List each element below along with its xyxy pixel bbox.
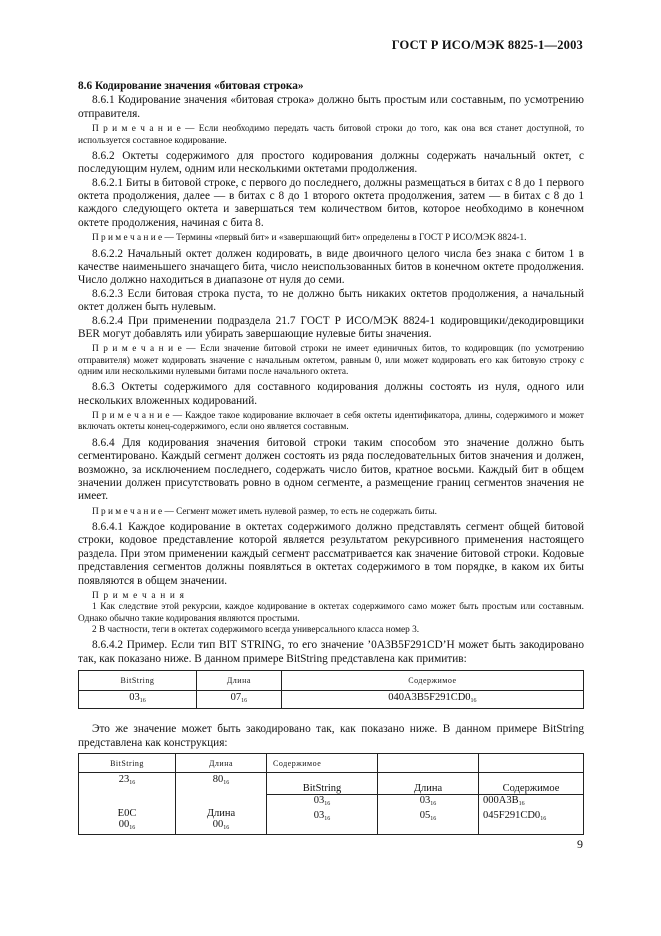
cell-content: $040A3B5F291CD0_{16}$ — [281, 691, 583, 709]
note-label: П р и м е ч а н и е — [92, 506, 163, 517]
section-title: 8.6 Кодирование значения «битовая строка» — [78, 80, 304, 92]
para-8-6-2-1: 8.6.2.1 Биты в битовой строке, с первого до последнего, должны размещаться в битах с 8 до 1 первого октета продолжения, далее — в битах с 8 до 1 второго октета продолжения, затем — в битах с 8 до 1 каждого следующего октета и завершаться тем количеством битов, которое необходимо в конечном октете продолжения, начиная с бита 8. — [78, 176, 584, 229]
constructed-encoding-table — [78, 753, 584, 835]
para-8-6-4: 8.6.4 Для кодирования значения битовой строки таким способом это значение должно быть сегментировано. Каждый сегмент должен состоять из ряда последовательных битов значения и должен, возможно, за исключением последнего, содержать число битов, кратное восьми. Каждый бит в общем значении должен присутствовать ровно в одном сегменте, а размещение границ сегментов значения не имеет. — [78, 436, 584, 503]
para-constructed-intro: Это же значение может быть закодировано так, как показано ниже. В данном примере BitString представлена как конструкция: — [78, 723, 584, 749]
note-8-6-2-1 — [78, 233, 584, 244]
note-text: — Каждое такое кодирование включает в себя октеты идентификатора, длины, содержимого и может включать октеты конец-содержимого, если оно является составным. — [78, 411, 584, 433]
note-text: — Сегмент может иметь нулевой размер, то есть не содержать биты. — [162, 506, 437, 517]
cell-inner-content: $000A3B_{16}$ $045F291CD0_{16}$ — [479, 795, 584, 835]
para-8-6-1: 8.6.1 Кодирование значения «битовая строка» должно быть простым или составным, по усмотрению отправителя. — [78, 94, 584, 120]
cell-inner-length: $03_{16}$ $05_{16}$ — [378, 795, 479, 835]
cell-inner-bitstring-header: BitString — [267, 773, 378, 795]
table-row — [79, 773, 584, 795]
primitive-encoding-table — [78, 670, 584, 709]
page-number: 9 — [577, 837, 583, 851]
cell-length: $07_{16}$ — [196, 691, 281, 709]
cell-inner-bitstring: $03_{16}$ $03_{16}$ — [267, 795, 378, 835]
page-body — [78, 80, 584, 835]
col-length: Длина — [176, 754, 267, 773]
para-8-6-4-2: 8.6.4.2 Пример. Если тип BIT STRING, то его значение ’0A3B5F291CD’H может быть закодировано так, как показано ниже. В данном примере BitString представлена как примитив: — [78, 639, 584, 665]
table-row — [79, 691, 584, 709]
note-8-6-2-4 — [78, 344, 584, 378]
cell-bitstring: $03_{16}$ — [79, 691, 197, 709]
cell-inner-length-header: Длина — [378, 773, 479, 795]
note-1: 1 Как следствие этой рекурсии, каждое кодирование в октетах содержимого само может быть простым или составным. Однако обычно такие кодирования являются простыми. — [78, 602, 584, 624]
note-text: — Если значение битовой строки не имеет единичных битов, то кодировщик (по усмотрению отправителя) может кодировать значение с начальным октетом, равным 0, или может кодировать его как битовую строку с одним или несколькими нулевыми битами после начального октета. — [78, 344, 584, 377]
note-8-6-3 — [78, 411, 584, 434]
para-8-6-2: 8.6.2 Октеты содержимого для простого кодирования должны содержать начальный октет, с последующим нулем, одним или несколькими октетами продолжения. — [78, 149, 584, 176]
note-label: П р и м е ч а н и е — [92, 124, 181, 135]
col-length: Длина — [196, 671, 281, 691]
note-label: П р и м е ч а н и е — [92, 233, 163, 244]
note-8-6-4 — [78, 507, 584, 518]
table-header-row — [79, 754, 584, 773]
col-bitstring: BitString — [79, 671, 197, 691]
cell-outer-length: $80_{16}$ Длина $00_{16}$ — [176, 773, 267, 835]
para-8-6-3: 8.6.3 Октеты содержимого для составного кодирования должны состоять из нуля, одного или нескольких вложенных кодирований. — [78, 381, 584, 407]
cell-inner-content-header: Содержимое — [479, 773, 584, 795]
para-8-6-4-1: 8.6.4.1 Каждое кодирование в октетах содержимого должно представлять сегмент общей битовой строки, кодовое представление которой является результатом рекурсивного применения настоящего раздела. При этом применении каждый сегмент рассматривается как значение битовой строки. Кодовые представления сегментов должны появляться в октетах содержимого в том порядке, в каком их биты появляются в общем значении. — [78, 521, 584, 587]
col-empty — [378, 754, 479, 773]
note-text: — Если необходимо передать часть битовой строки до того, как она вся станет доступной, то используется составное кодирование. — [78, 124, 584, 146]
document-header: ГОСТ Р ИСО/МЭК 8825-1—2003 — [391, 38, 583, 52]
para-8-6-2-2: 8.6.2.2 Начальный октет должен кодировать, в виде двоичного целого числа без знака с битом 1 в качестве наименьшего значащего бита, число неиспользованных битов в конечном октете продолжения. Число должно находиться в диапазоне от нуля до семи. — [78, 247, 584, 287]
col-content: Содержимое — [281, 671, 583, 691]
notes-heading: П р и м е ч а н и я — [92, 591, 186, 602]
col-empty-2 — [479, 754, 584, 773]
col-content: Содержимое — [267, 754, 378, 773]
table-header-row — [79, 671, 584, 691]
para-8-6-2-3: 8.6.2.3 Если битовая строка пуста, то не должно быть никаких октетов продолжения, а начальный октет должен быть нулевым. — [78, 287, 584, 314]
note-label: П р и м е ч а н и е — [92, 344, 182, 355]
note-label: П р и м е ч а н и е — [92, 411, 170, 422]
note-2: 2 В частности, теги в октетах содержимого всегда универсального класса номер 3. — [92, 624, 420, 635]
para-8-6-2-4: 8.6.2.4 При применении подраздела 21.7 ГОСТ Р ИСО/МЭК 8824-1 кодировщики/декодировщики BER могут добавлять или убирать завершающие нулевые биты значения. — [78, 314, 584, 340]
note-text: — Термины «первый бит» и «завершающий бит» определены в ГОСТ Р ИСО/МЭК 8824-1. — [162, 233, 527, 244]
note-8-6-1 — [78, 124, 584, 147]
cell-outer-bitstring: $23_{16}$ E0C $00_{16}$ — [79, 773, 176, 835]
col-bitstring: BitString — [79, 754, 176, 773]
